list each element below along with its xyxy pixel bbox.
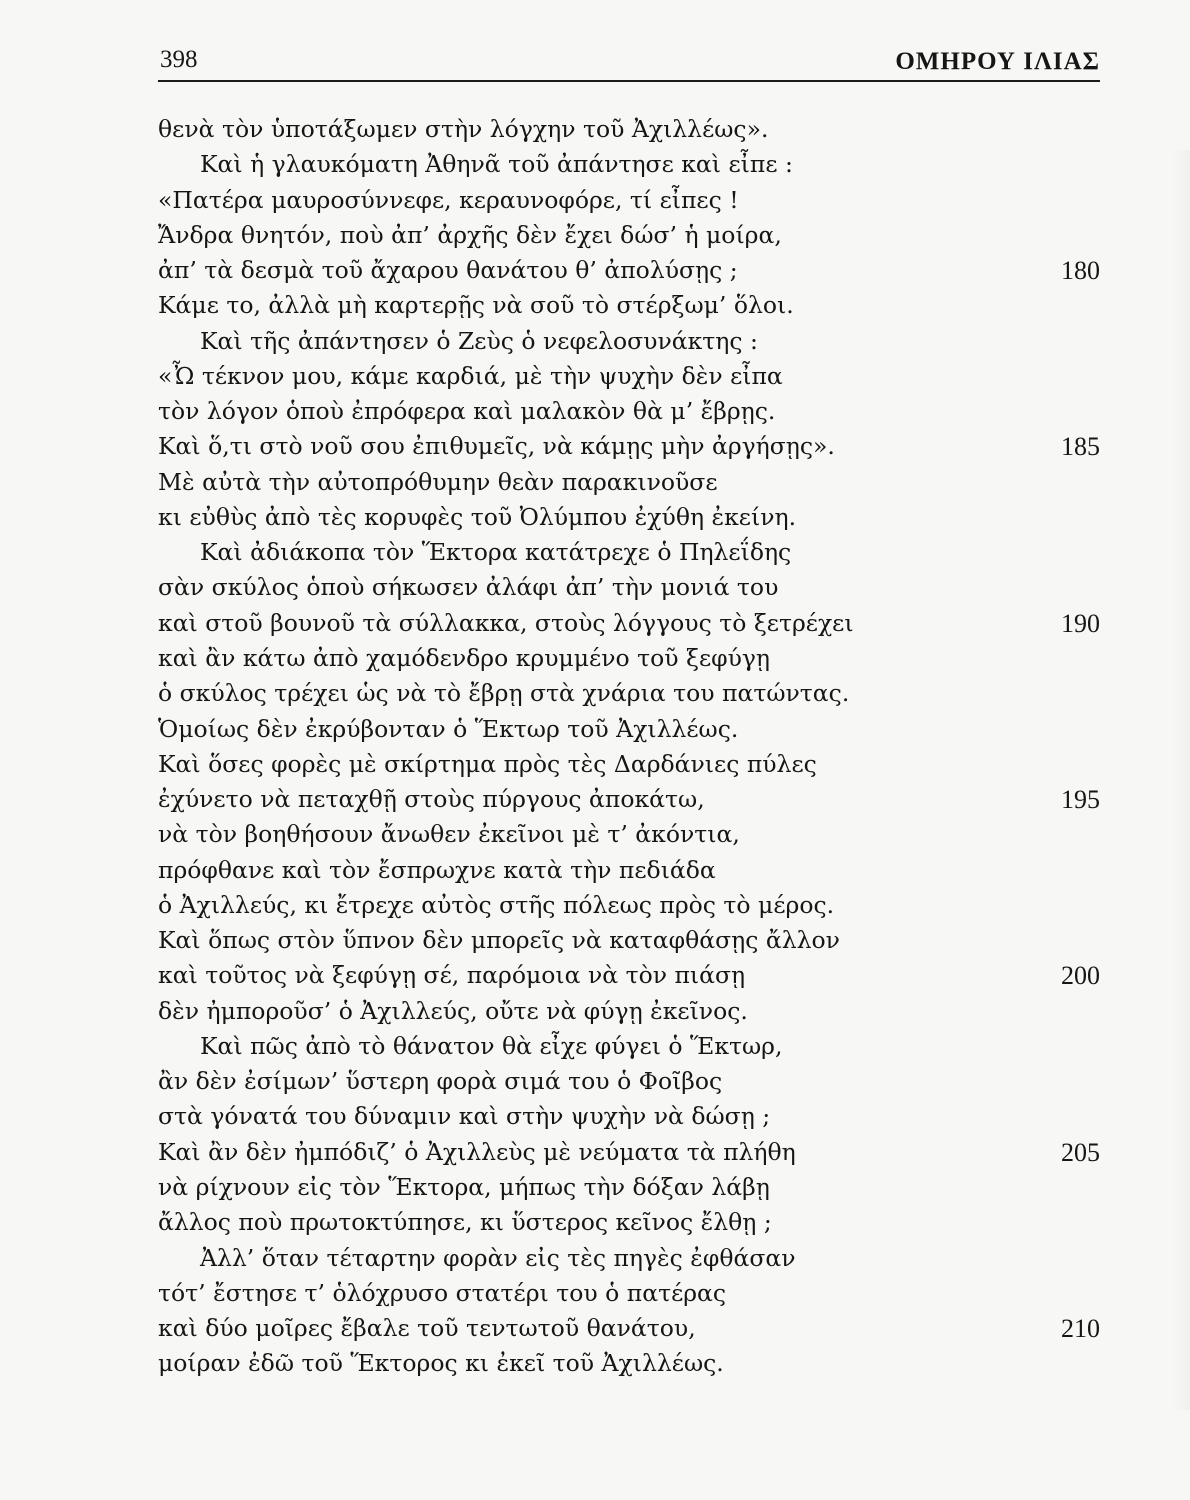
verse-text: Καὶ ὅπως στὸν ὕπνον δὲν μπορεῖς νὰ καταφθάσῃς ἄλλον xyxy=(158,926,840,955)
verse-text: σὰν σκύλος ὁποὺ σήκωσεν ἀλάφι ἀπ’ τὴν μονιά του xyxy=(158,573,779,602)
verse-line xyxy=(158,147,1100,182)
verse-block xyxy=(158,112,1100,1382)
verse-text: κι εὐθὺς ἀπὸ τὲς κορυφὲς τοῦ Ὀλύμπου ἐχύθη ἐκείνη. xyxy=(158,502,797,531)
verse-text: ὁ Ἀχιλλεύς, κι ἔτρεχε αὐτὸς στῆς πόλεως πρὸς τὸ μέρος. xyxy=(158,890,835,919)
verse-text: Καὶ τῆς ἀπάντησεν ὁ Ζεὺς ὁ νεφελοσυνάκτης : xyxy=(200,326,758,355)
verse-text: Μὲ αὐτὰ τὴν αὐτοπρόθυμην θεὰν παρακινοῦσε xyxy=(158,467,718,496)
verse-line xyxy=(158,429,1100,464)
verse-line xyxy=(158,606,1100,641)
line-number: 210 xyxy=(1061,1314,1100,1344)
verse-text: τότ’ ἔστησε τ’ ὁλόχρυσο στατέρι του ὁ πατέρας xyxy=(158,1278,727,1307)
verse-line xyxy=(158,1064,1100,1099)
verse-line xyxy=(158,1029,1100,1064)
verse-line xyxy=(158,958,1100,993)
verse-line xyxy=(158,712,1100,747)
verse-text: νὰ τὸν βοηθήσουν ἄνωθεν ἐκεῖνοι μὲ τ’ ἀκόντια, xyxy=(158,820,740,849)
verse-line xyxy=(158,1205,1100,1240)
verse-line xyxy=(158,1099,1100,1134)
verse-text: καὶ τοῦτος νὰ ξεφύγῃ σέ, παρόμοια νὰ τὸν πιάσῃ xyxy=(158,961,746,990)
page-header xyxy=(158,40,1100,80)
verse-text: Καὶ ἂν δὲν ἠμπόδιζ’ ὁ Ἀχιλλεὺς μὲ νεύματα τὰ πλήθη xyxy=(158,1137,796,1166)
verse-text: μοίραν ἐδῶ τοῦ Ἕκτορος κι ἐκεῖ τοῦ Ἀχιλλέως. xyxy=(158,1349,724,1378)
verse-text: ὁ σκύλος τρέχει ὡς νὰ τὸ ἔβρῃ στὰ χνάρια του πατώντας. xyxy=(158,679,850,708)
verse-text: καὶ στοῦ βουνοῦ τὰ σύλλακκα, στοὺς λόγγους τὸ ξετρέχει xyxy=(158,608,854,637)
verse-line xyxy=(158,112,1100,147)
verse-line xyxy=(158,535,1100,570)
line-number: 185 xyxy=(1061,432,1100,462)
verse-line xyxy=(158,359,1100,394)
verse-line xyxy=(158,747,1100,782)
verse-line xyxy=(158,817,1100,852)
verse-text: Καὶ πῶς ἀπὸ τὸ θάνατον θὰ εἶχε φύγει ὁ Ἕκτωρ, xyxy=(200,1031,783,1060)
line-number: 200 xyxy=(1061,961,1100,991)
verse-line xyxy=(158,218,1100,253)
verse-line xyxy=(158,923,1100,958)
verse-line xyxy=(158,394,1100,429)
verse-line xyxy=(158,1276,1100,1311)
verse-line xyxy=(158,324,1100,359)
verse-line xyxy=(158,782,1100,817)
verse-line xyxy=(158,288,1100,323)
running-title: ΟΜΗΡΟΥ ΙΛΙΑΣ xyxy=(895,48,1100,75)
verse-line xyxy=(158,676,1100,711)
verse-text: Ὁμοίως δὲν ἐκρύβονταν ὁ Ἕκτωρ τοῦ Ἀχιλλέως. xyxy=(158,714,739,743)
verse-text: «Πατέρα μαυροσύννεφε, κεραυνοφόρε, τί εἶπες ! xyxy=(158,185,739,214)
verse-text: Κάμε το, ἀλλὰ μὴ καρτερῇς νὰ σοῦ τὸ στέρξωμ’ ὅλοι. xyxy=(158,291,794,320)
verse-text: ἐχύνετο νὰ πεταχθῇ στοὺς πύργους ἀποκάτω, xyxy=(158,785,705,814)
verse-text: Καὶ ὅ,τι στὸ νοῦ σου ἐπιθυμεῖς, νὰ κάμῃς μὴν ἀργήσῃς». xyxy=(158,432,835,461)
line-number: 195 xyxy=(1061,785,1100,815)
verse-line xyxy=(158,1346,1100,1381)
verse-text: ἀπ’ τὰ δεσμὰ τοῦ ἄχαρου θανάτου θ’ ἀπολύσῃς ; xyxy=(158,256,738,285)
verse-text: Καὶ ἡ γλαυκόματη Ἀθηνᾶ τοῦ ἀπάντησε καὶ εἶπε : xyxy=(200,150,793,179)
verse-text: Καὶ ἀδιάκοπα τὸν Ἕκτορα κατάτρεχε ὁ Πηλεΐδης xyxy=(200,538,792,567)
line-number: 180 xyxy=(1061,256,1100,286)
verse-text: θενὰ τὸν ὑποτάξωμεν στὴν λόγχην τοῦ Ἀχιλλέως». xyxy=(158,115,769,143)
verse-line xyxy=(158,641,1100,676)
verse-line xyxy=(158,500,1100,535)
header-rule xyxy=(158,80,1100,82)
verse-text: δὲν ἠμποροῦσ’ ὁ Ἀχιλλεύς, οὔτε νὰ φύγῃ ἐκεῖνος. xyxy=(158,996,748,1025)
verse-text: ἂν δὲν ἐσίμων’ ὕστερη φορὰ σιμά του ὁ Φοῖβος xyxy=(158,1067,723,1096)
verse-line xyxy=(158,853,1100,888)
verse-text: Ἀλλ’ ὅταν τέταρτην φορὰν εἰς τὲς πηγὲς ἐφθάσαν xyxy=(200,1243,796,1272)
verse-text: νὰ ρίχνουν εἰς τὸν Ἕκτορα, μήπως τὴν δόξαν λάβῃ xyxy=(158,1172,770,1201)
verse-text: Καὶ ὅσες φορὲς μὲ σκίρτημα πρὸς τὲς Δαρδάνιες πύλες xyxy=(158,749,817,778)
verse-text: στὰ γόνατά του δύναμιν καὶ στὴν ψυχὴν νὰ δώσῃ ; xyxy=(158,1102,771,1131)
verse-line xyxy=(158,253,1100,288)
verse-line xyxy=(158,1311,1100,1346)
verse-text: καὶ δύο μοῖρες ἔβαλε τοῦ τεντωτοῦ θανάτου, xyxy=(158,1314,696,1343)
verse-text: ἄλλος ποὺ πρωτοκτύπησε, κι ὕστερος κεῖνος ἔλθῃ ; xyxy=(158,1208,772,1237)
verse-line xyxy=(158,888,1100,923)
bleed-through-shadow xyxy=(1172,150,1190,1410)
verse-text: «Ὦ τέκνον μου, κάμε καρδιά, μὲ τὴν ψυχὴν δὲν εἶπα xyxy=(158,361,783,390)
line-number: 205 xyxy=(1061,1137,1100,1167)
verse-text: Ἄνδρα θνητόν, ποὺ ἀπ’ ἀρχῆς δὲν ἔχει δώσ’ ἡ μοίρα, xyxy=(158,220,782,249)
verse-text: πρόφθανε καὶ τὸν ἔσπρωχνε κατὰ τὴν πεδιάδα xyxy=(158,855,716,884)
verse-line xyxy=(158,465,1100,500)
verse-line xyxy=(158,183,1100,218)
verse-text: καὶ ἂν κάτω ἀπὸ χαμόδενδρο κρυμμένο τοῦ ξεφύγῃ xyxy=(158,643,771,672)
verse-line xyxy=(158,1135,1100,1170)
verse-text: τὸν λόγον ὁποὺ ἐπρόφερα καὶ μαλακὸν θὰ μ’ ἔβρῃς. xyxy=(158,397,776,426)
line-number: 190 xyxy=(1061,608,1100,638)
page-number: 398 xyxy=(160,46,198,73)
verse-line xyxy=(158,994,1100,1029)
verse-line xyxy=(158,1241,1100,1276)
verse-line xyxy=(158,1170,1100,1205)
verse-line xyxy=(158,570,1100,605)
